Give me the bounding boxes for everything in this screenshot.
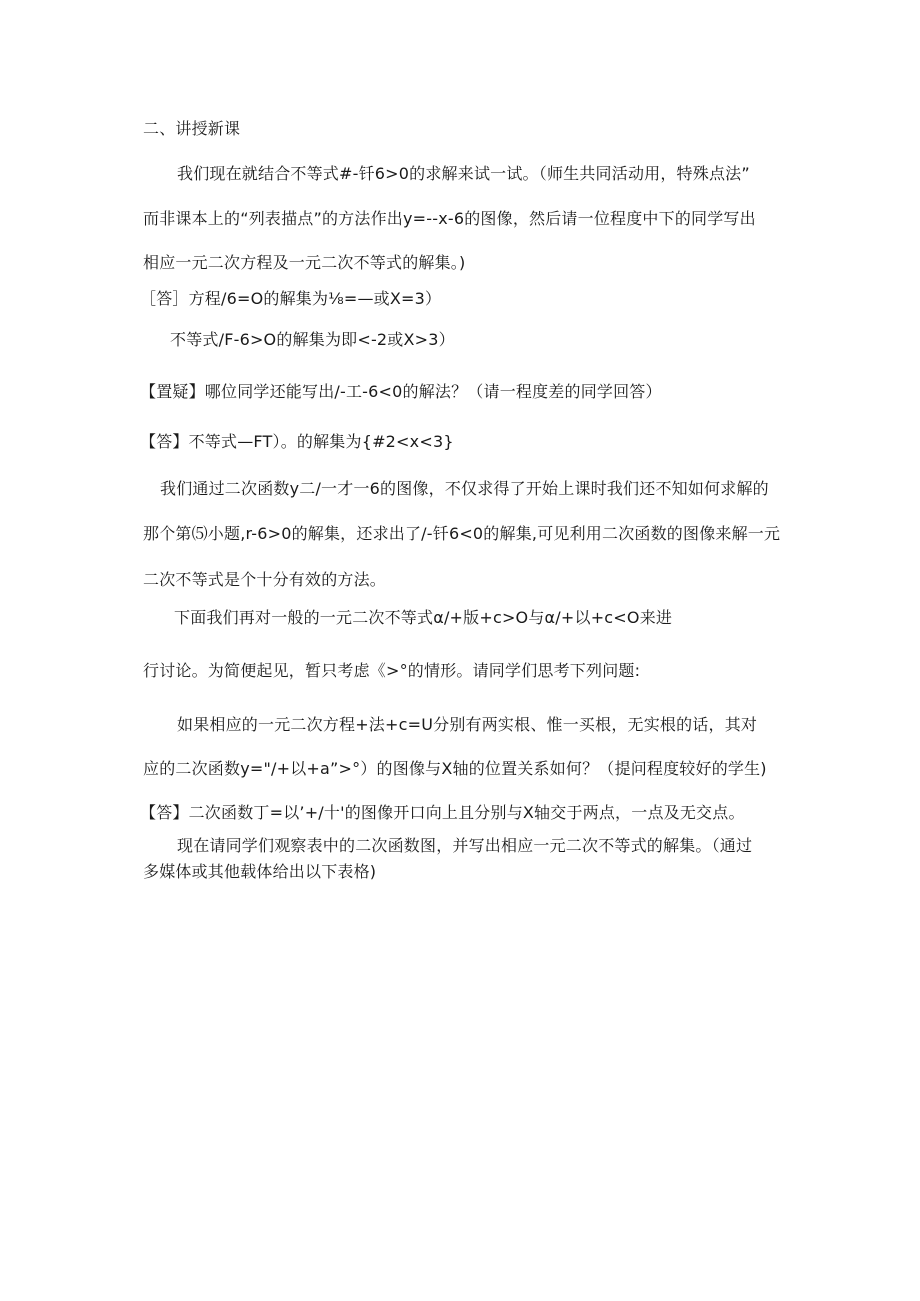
paragraph-line: 行讨论。为简便起见，暂只考虑《>°的情形。请同学们思考下列问题: bbox=[143, 661, 641, 680]
paragraph-line: 那个第⑸小题,r-6>0的解集，还求出了/-钎6<0的解集,可见利用二次函数的图像来解一元 bbox=[143, 524, 781, 543]
paragraph-line: 现在请同学们观察表中的二次函数图，并写出相应一元二次不等式的解集。（通过 bbox=[177, 836, 753, 855]
question-line: 如果相应的一元二次方程+法+c=U分别有两实根、惟一买根，无实根的话，其对 bbox=[177, 715, 758, 734]
paragraph-line: 二次不等式是个十分有效的方法。 bbox=[143, 570, 387, 589]
answer-line: 【答】不等式—FT）。的解集为{#2<x<3} bbox=[140, 432, 454, 451]
section-heading: 二、讲授新课 bbox=[143, 119, 241, 138]
paragraph-line: 而非课本上的“列表描点”的方法作出y=--x-6的图像，然后请一位程度中下的同学写出 bbox=[143, 209, 756, 228]
paragraph-line: 我们通过二次函数y二/一才一6的图像，不仅求得了开始上课时我们还不知如何求解的 bbox=[160, 479, 769, 498]
answer-line: 不等式/F-6>O的解集为即<-2或X>3） bbox=[170, 330, 455, 349]
question-line: 应的二次函数y="/+以+a”>°）的图像与X轴的位置关系如何？（提问程度较好的学生) bbox=[143, 759, 767, 778]
paragraph-line: 我们现在就结合不等式#-钎6>0的求解来试一试。（师生共同活动用，特殊点法” bbox=[177, 164, 750, 183]
question-line: 【置疑】哪位同学还能写出/-工-6<0的解法？（请一程度差的同学回答） bbox=[140, 382, 662, 401]
paragraph-line: 相应一元二次方程及一元二次不等式的解集。) bbox=[143, 253, 466, 272]
answer-line: 【答】二次函数丁=以’+/十'的图像开口向上且分别与X轴交于两点，一点及无交点。 bbox=[140, 803, 745, 822]
paragraph-line: 多媒体或其他载体给出以下表格) bbox=[143, 862, 377, 881]
answer-line: ［答］方程/6=O的解集为⅛=—或X=3） bbox=[140, 289, 442, 308]
paragraph-line: 下面我们再对一般的一元二次不等式α/+版+c>O与α/+以+c<O来进 bbox=[174, 608, 673, 627]
